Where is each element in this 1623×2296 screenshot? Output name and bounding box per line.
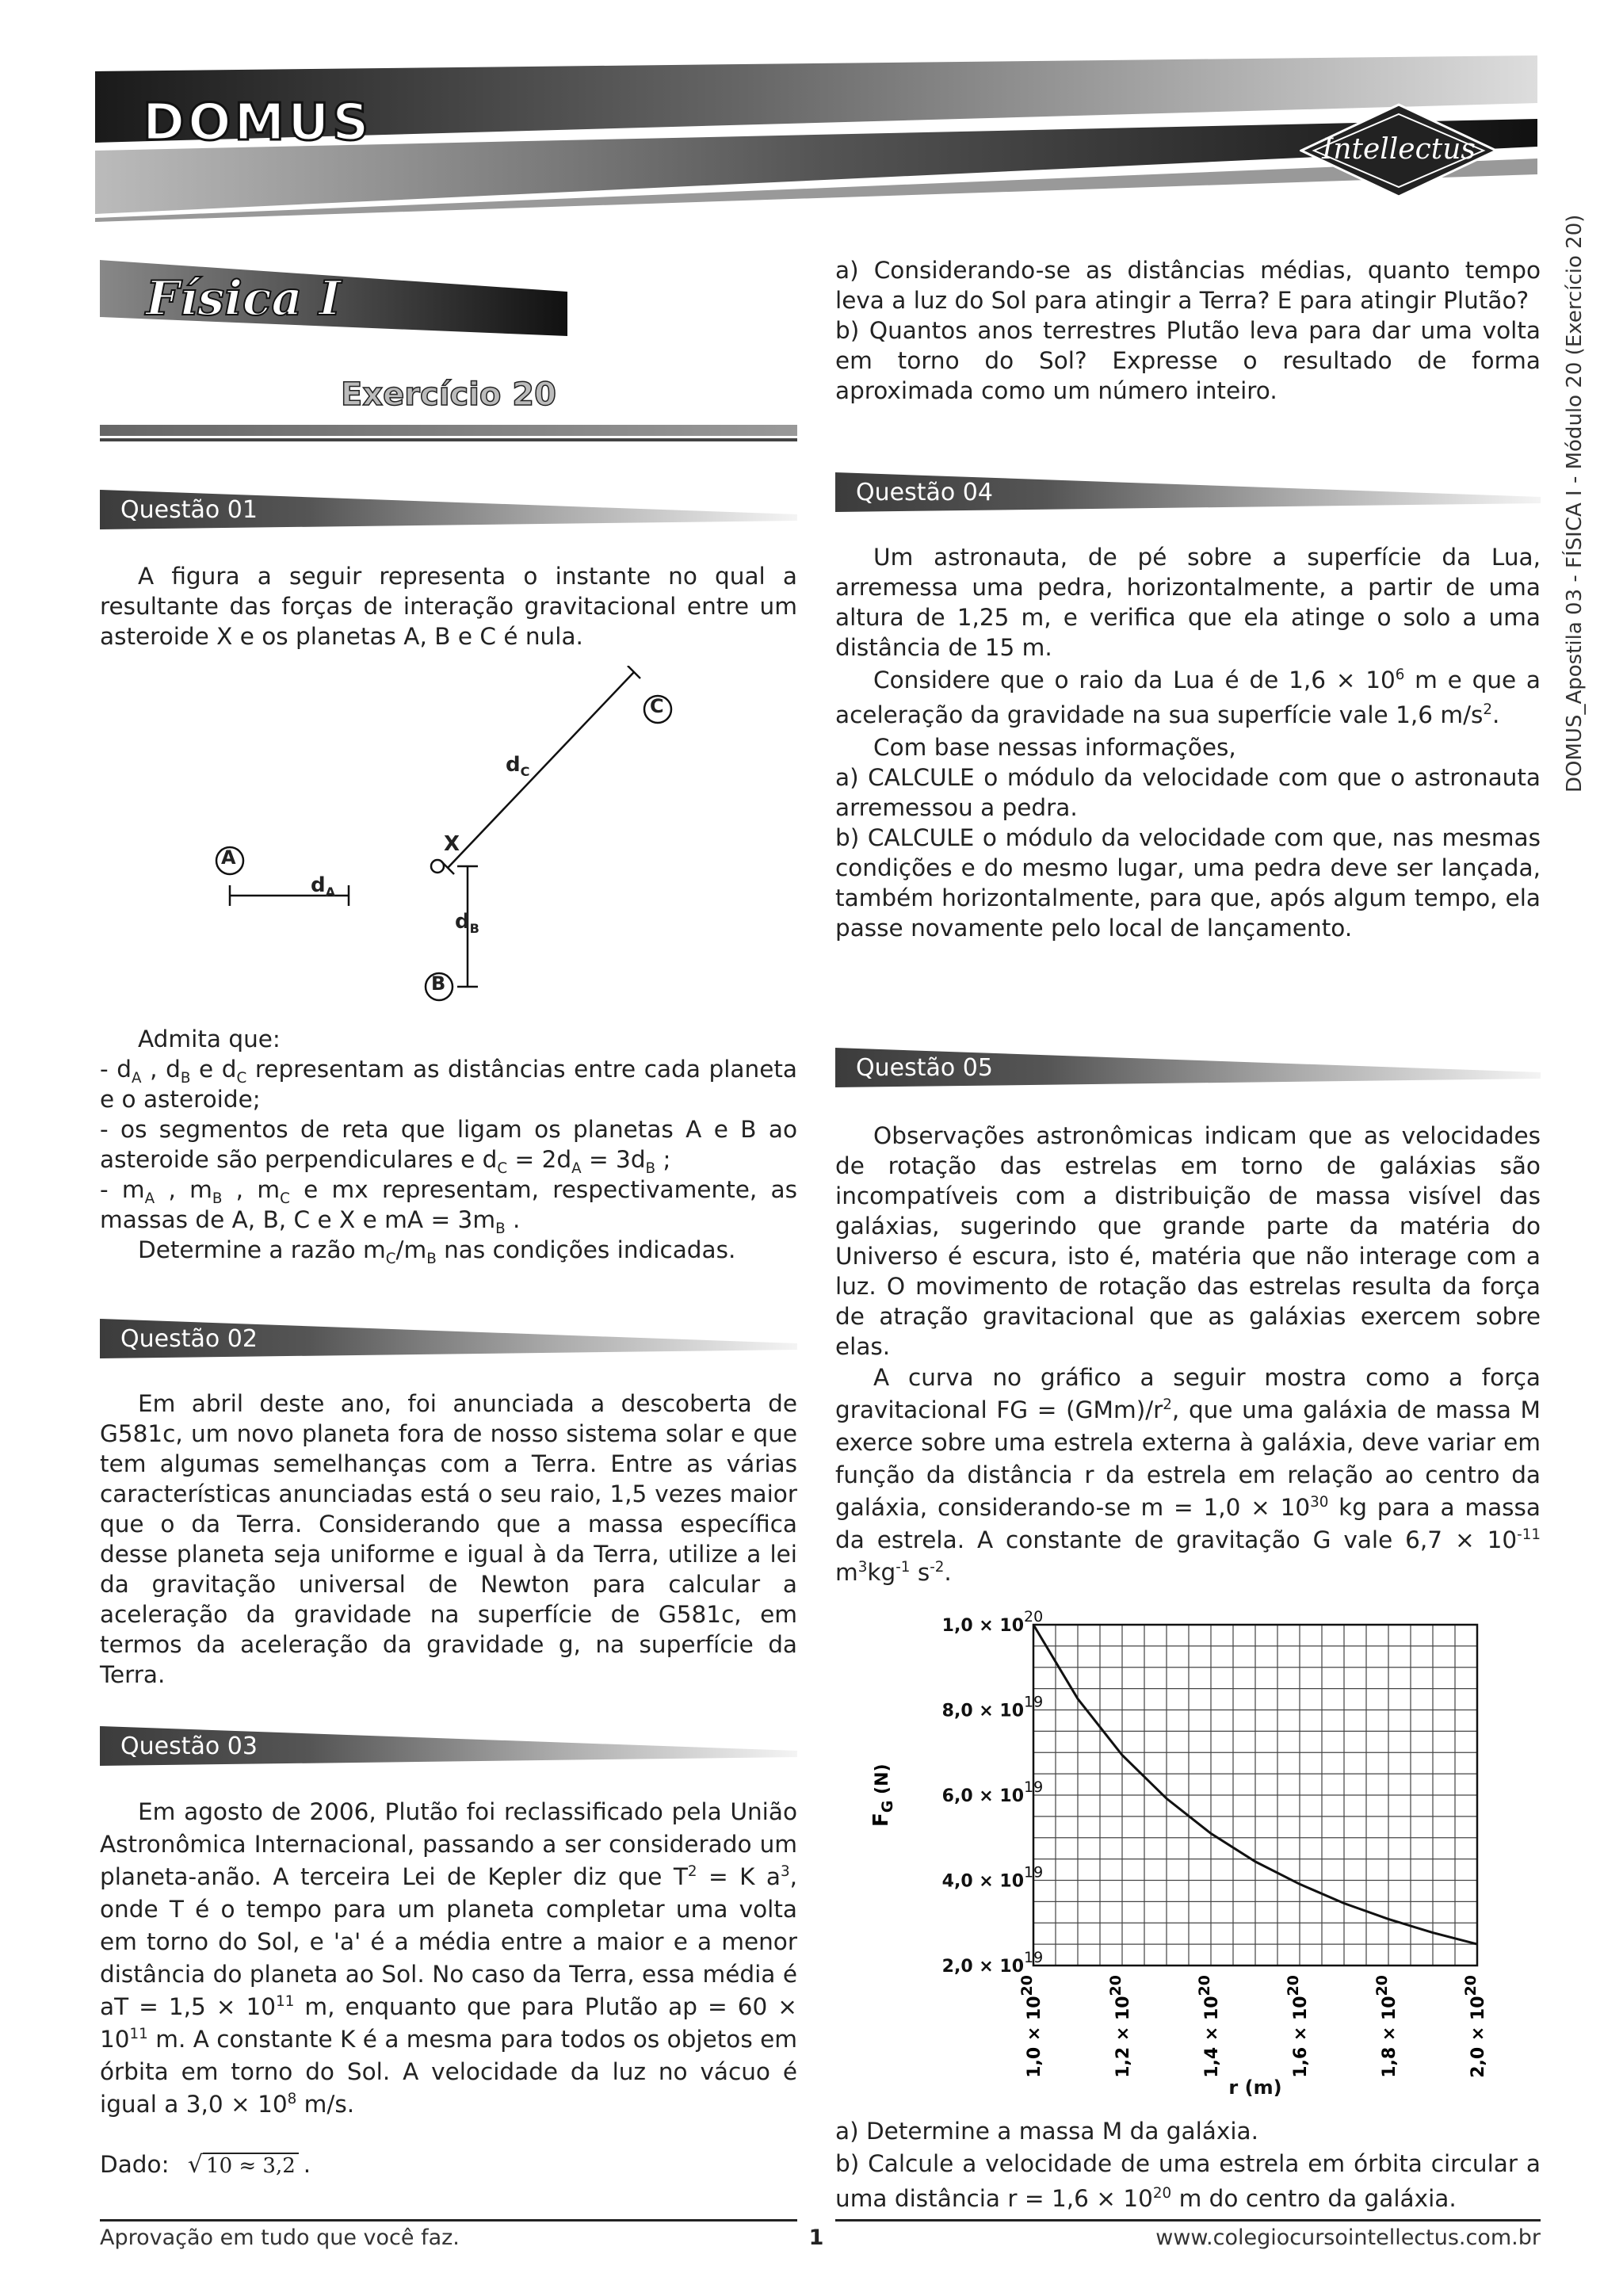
q1-bullet-1: - $d_A$ , $d_B$ e $d_C$ representam as distâncias entre cada planeta e o asteroide; <box>100 1056 797 1113</box>
fig-label-dC: $d_C$ <box>506 753 530 780</box>
q2-text: Em abril deste ano, foi anunciada a descoberta de G581c, um novo planeta fora de nosso sistema solar e que tem algumas semelhanças com a Terra. Entre as várias características anunciadas está o seu raio, 1,5 vezes maior que o da Terra. Considerando que a massa específica desse planeta seja uniforme e igual à da Terra, utilize a lei da gravitação universal de Newton para calcular a aceleração da gravidade na superfície de G581c, em termos da aceleração da gravidade g, na superfície da Terra. <box>100 1390 797 1688</box>
q5-part-b: b) Calcule a velocidade de uma estrela em órbita circular a uma distância $r = 1,6 \times 10^{20}$ m do centro da galáxia. <box>835 2150 1541 2212</box>
y-tick-label: 6,0 × 10 <box>941 1786 1024 1806</box>
header-banner <box>95 55 1537 222</box>
fig-planet-B: B <box>431 972 446 995</box>
footer-rule-right <box>835 2219 1541 2222</box>
q5-part-a: a) Determine a massa M da galáxia. <box>835 2118 1258 2145</box>
y-tick-label: 4,0 × 10 <box>941 1871 1024 1892</box>
q3-parts <box>835 255 1541 406</box>
fig-planet-A: A <box>221 846 236 869</box>
fig-asteroid-X: X <box>444 832 460 856</box>
title-rule <box>100 425 797 436</box>
y-axis-label: $F_G$ $^{(N)}$ <box>869 1763 896 1827</box>
question-05-header <box>835 1048 1541 1087</box>
intellectus-text: Intellectus <box>1322 133 1476 166</box>
question-02-label: Questão 02 <box>120 1325 258 1353</box>
subject-banner <box>100 260 567 336</box>
q5-body <box>835 1121 1541 1589</box>
footer-slogan: Aprovação em tudo que você faz. <box>100 2225 460 2250</box>
subject-title: Física I <box>146 271 342 327</box>
footer-website[interactable]: www.colegiocursointellectus.com.br <box>1155 2225 1541 2250</box>
y-tick-label: 2,0 × 10 <box>941 1957 1024 1977</box>
q1-bullet-2: - os segmentos de reta que ligam os planetas A e B ao asteroide são perpendiculares e $d_C = 2d_A = 3d_B$ ; <box>100 1116 797 1177</box>
x-tick-label: 1,2 × 1020 <box>1107 1975 1133 2078</box>
fig-planet-C: C <box>650 695 664 717</box>
force-chart <box>835 1593 1541 2116</box>
q4-body <box>835 542 1541 943</box>
question-01-header <box>100 490 797 529</box>
question-04-label: Questão 04 <box>856 479 993 506</box>
side-label: DOMUS_Apostila 03 - FÍSICA I - Módulo 20 (Exercício 20) <box>1563 214 1587 793</box>
question-03-label: Questão 03 <box>120 1733 258 1760</box>
q5-p1: Observações astronômicas indicam que as velocidades de rotação das estrelas em torno de galáxias são incompatíveis com a distribuição de massa visível das galáxias, sugerindo que grande parte da matéria do Universo é escura, isto é, matéria que não interage com a luz. O movimento de rotação das estrelas resulta da força de atração gravitacional que as galáxias exercem sobre elas. <box>835 1122 1541 1360</box>
question-03-header <box>100 1726 797 1766</box>
q5-parts <box>835 2116 1541 2216</box>
q3-dado-value: 10 ≈ 3,2 <box>203 2153 299 2178</box>
y-tick-exponent: 19 <box>1024 1863 1044 1881</box>
y-tick-exponent: 19 <box>1024 1693 1044 1711</box>
x-tick-label: 1,0 × 1020 <box>1018 1975 1044 2078</box>
q5-p2: A curva no gráfico a seguir mostra como a força gravitacional FG = $(GMm)/r^2$, que uma galáxia de massa M exerce sobre uma estrela externa à galáxia, deve variar em função da distância r da estrela em relação ao centro da galáxia, considerando-se $m = 1,0 \times 10^{30}$ kg para a massa da estrela. A constante de gravitação G vale $6,7 \times 10^{-11}$ $m^3kg^{-1}$ $s^{-2}$. <box>835 1364 1541 1586</box>
x-tick-label: 1,6 × 1020 <box>1285 1975 1311 2078</box>
q3-text: Em agosto de 2006, Plutão foi reclassificado pela União Astronômica Internacional, passando a ser considerado um planeta-anão. A terceira Lei de Kepler diz que $T^2 = K$ $a^3$, onde T é o tempo para um planeta completar uma volta em torno do Sol, e 'a' é a média entre a maior e a menor distância do planeta ao Sol. No caso da Terra, essa média é aT = $1,5 \times 10^{11}$ m, enquanto que para Plutão ap = $60 \times 10^{11}$ m. A constante K é a mesma para todos os objetos em órbita em torno do Sol. A velocidade da luz no vácuo é igual a $3,0 \times 10^8$ m/s. <box>100 1798 797 2118</box>
q3-part-a: a) Considerando-se as distâncias médias, quanto tempo leva a luz do Sol para atingir a Terra? E para atingir Plutão? <box>835 257 1541 314</box>
page-title: Exercício 20 <box>341 376 556 413</box>
q4-part-a: a) CALCULE o módulo da velocidade com que o astronauta arremessou a pedra. <box>835 764 1541 821</box>
q1-intro: A figura a seguir representa o instante no qual a resultante das forças de interação gravitacional entre um asteroide X e os planetas A, B e C é nula. <box>100 563 797 650</box>
title-rule-thin <box>100 438 797 441</box>
page-number: 1 <box>808 2225 824 2250</box>
q1-determine: Determine a razão $m_C/m_B$ nas condições indicadas. <box>138 1236 736 1267</box>
x-tick-label: 1,4 × 1020 <box>1196 1975 1222 2078</box>
x-tick-label: 1,8 × 1020 <box>1373 1975 1400 2078</box>
q4-p3: Com base nessas informações, <box>873 734 1236 761</box>
question-04-header <box>835 472 1541 512</box>
question-05-label: Questão 05 <box>856 1054 993 1082</box>
q4-p1: Um astronauta, de pé sobre a superfície da Lua, arremessa uma pedra, horizontalmente, a partir de uma altura de 1,25 m, e verifica que ela atinge o solo a uma distância de 15 m. <box>835 544 1541 661</box>
q4-p2: Considere que o raio da Lua é de $1,6 \times 10^6$ m e que a aceleração da gravidade na sua superfície vale 1,6 $m/s^2$. <box>835 667 1541 728</box>
sqrt-icon: √ <box>187 2151 204 2179</box>
q1-bullet-3: - $m_A$ , $m_B$ , $m_C$ e mx representam, respectivamente, as massas de A, B, C e X e mA = $3m_B$ . <box>100 1176 798 1237</box>
q1-admit: Admita que: <box>138 1026 281 1052</box>
footer-rule-left <box>100 2219 797 2222</box>
y-tick-label: 1,0 × 10 <box>941 1616 1024 1636</box>
q1-conditions <box>100 1024 797 1265</box>
q3-dado: Dado: √ 10 ≈ 3,2 . <box>100 2151 311 2179</box>
q4-part-b: b) CALCULE o módulo da velocidade com que, nas mesmas condições e do mesmo lugar, uma pedra deve ser lançada, também horizontalmente, para que, após algum tempo, ela passe novamente pelo local de lançamento. <box>835 824 1541 942</box>
y-tick-label: 8,0 × 10 <box>941 1701 1024 1721</box>
question-02-header <box>100 1319 797 1358</box>
intellectus-logo <box>1300 103 1498 198</box>
x-tick-label: 2,0 × 1020 <box>1462 1975 1488 2078</box>
q1-figure <box>206 666 713 1014</box>
x-axis-label: r (m) <box>1228 2076 1282 2099</box>
fig-label-dA: $d_A$ <box>311 873 336 900</box>
y-tick-exponent: 20 <box>1024 1608 1044 1626</box>
fig-label-dB: $d_B$ <box>455 910 479 937</box>
question-01-label: Questão 01 <box>120 496 258 524</box>
chart-svg <box>835 1593 1541 2116</box>
y-tick-exponent: 19 <box>1024 1949 1044 1966</box>
q3-part-b: b) Quantos anos terrestres Plutão leva para dar uma volta em torno do Sol? Expresse o resultado de forma aproximada como um número inteiro. <box>835 317 1541 404</box>
logo-domus: DOMUS <box>143 94 372 152</box>
y-tick-exponent: 19 <box>1024 1778 1044 1796</box>
